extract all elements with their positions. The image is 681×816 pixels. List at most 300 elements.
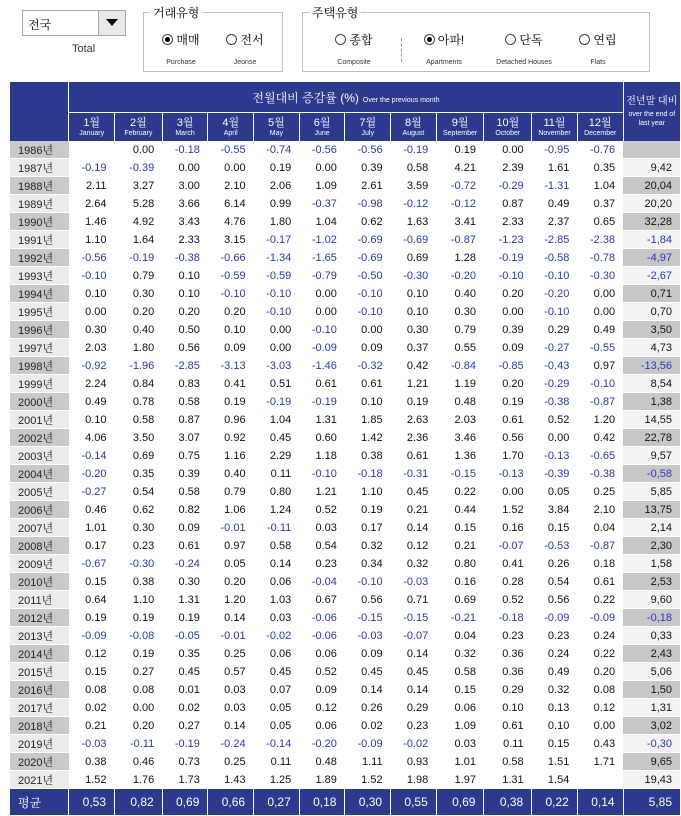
- value-cell: -0.13: [484, 465, 532, 483]
- value-cell: -0.18: [484, 609, 532, 627]
- value-cell: 0.87: [484, 195, 532, 213]
- value-cell: 0.23: [299, 555, 345, 573]
- value-cell: 0.46: [69, 501, 115, 519]
- value-cell: 1.04: [577, 177, 623, 195]
- value-cell: -0.06: [299, 609, 345, 627]
- option-sub-label: Purchase: [166, 59, 196, 66]
- value-cell: 1.80: [115, 339, 163, 357]
- table-row: [10, 303, 680, 321]
- value-cell: -1.23: [484, 231, 532, 249]
- value-cell: 4.06: [69, 429, 115, 447]
- value-cell: -0.87: [436, 231, 484, 249]
- value-cell: 0.00: [115, 141, 163, 159]
- value-cell: -0.87: [577, 393, 623, 411]
- value-cell: 0.64: [69, 591, 115, 609]
- value-cell: 0.61: [484, 717, 532, 735]
- value-cell: 1.76: [115, 771, 163, 789]
- value-cell: 0.00: [577, 303, 623, 321]
- average-label: 평균: [10, 789, 69, 816]
- value-cell: -0.06: [299, 627, 345, 645]
- vs-last-year-cell: 5,06: [623, 663, 680, 681]
- value-cell: 0.54: [532, 573, 578, 591]
- vs-last-year-cell: 13,75: [623, 501, 680, 519]
- average-row: [10, 789, 680, 816]
- value-cell: 0.25: [208, 645, 254, 663]
- value-cell: 0.49: [532, 195, 578, 213]
- value-cell: 0.19: [254, 159, 300, 177]
- option-label: 매매: [176, 32, 200, 47]
- value-cell: 0.24: [577, 627, 623, 645]
- value-cell: 0.51: [254, 375, 300, 393]
- value-cell: 0.36: [484, 645, 532, 663]
- average-cell: 0,22: [532, 789, 578, 816]
- value-cell: -3.03: [254, 357, 300, 375]
- value-cell: 0.00: [69, 303, 115, 321]
- table-row: [10, 501, 680, 519]
- region-total-label: Total: [72, 43, 96, 55]
- value-cell: -0.65: [577, 447, 623, 465]
- year-cell: 2021년: [10, 771, 69, 789]
- table-row: [10, 141, 680, 159]
- vs-last-year-cell: 9,60: [623, 591, 680, 609]
- value-cell: 0.52: [532, 411, 578, 429]
- value-cell: 0.58: [162, 483, 208, 501]
- year-cell: 2017년: [10, 699, 69, 717]
- option-sub-label: Detached Houses: [496, 59, 552, 66]
- year-cell: 1991년: [10, 231, 69, 249]
- value-cell: 0.09: [162, 519, 208, 537]
- value-cell: 2.06: [254, 177, 300, 195]
- value-cell: 0.23: [391, 717, 437, 735]
- value-cell: -0.10: [254, 303, 300, 321]
- value-cell: 0.20: [208, 573, 254, 591]
- value-cell: 0.45: [162, 663, 208, 681]
- value-cell: 0.09: [208, 339, 254, 357]
- value-cell: 0.10: [484, 699, 532, 717]
- value-cell: 1.10: [345, 483, 391, 501]
- value-cell: -0.01: [208, 627, 254, 645]
- value-cell: 0.14: [208, 609, 254, 627]
- value-cell: 0.10: [208, 321, 254, 339]
- table-row: [10, 339, 680, 357]
- vs-last-year-cell: 9,42: [623, 159, 680, 177]
- value-cell: 0.00: [299, 285, 345, 303]
- month-header: [208, 113, 254, 142]
- value-cell: 0.19: [208, 393, 254, 411]
- value-cell: 0.09: [345, 339, 391, 357]
- vs-last-year-cell: 9,65: [623, 753, 680, 771]
- value-cell: 2.39: [484, 159, 532, 177]
- value-cell: -0.67: [69, 555, 115, 573]
- value-cell: 0.32: [532, 681, 578, 699]
- average-cell: 0,14: [577, 789, 623, 816]
- value-cell: 0.56: [345, 591, 391, 609]
- value-cell: -0.78: [577, 249, 623, 267]
- value-cell: 1.52: [484, 501, 532, 519]
- value-cell: 2.24: [69, 375, 115, 393]
- value-cell: -0.20: [532, 285, 578, 303]
- value-cell: -1.96: [115, 357, 163, 375]
- value-cell: 0.15: [532, 519, 578, 537]
- value-cell: 0.20: [162, 303, 208, 321]
- table-row: [10, 663, 680, 681]
- vs-last-year-cell: 8,54: [623, 375, 680, 393]
- value-cell: 0.06: [436, 699, 484, 717]
- value-cell: -0.02: [254, 627, 300, 645]
- value-cell: -0.66: [208, 249, 254, 267]
- vs-last-year-cell: 2,43: [623, 645, 680, 663]
- value-cell: 0.49: [69, 393, 115, 411]
- value-cell: -0.56: [299, 141, 345, 159]
- value-cell: 0.61: [484, 411, 532, 429]
- value-cell: 2.33: [162, 231, 208, 249]
- table-row: [10, 375, 680, 393]
- value-cell: -0.03: [391, 573, 437, 591]
- value-cell: -0.72: [436, 177, 484, 195]
- value-cell: 0.17: [69, 537, 115, 555]
- value-cell: 0.03: [208, 681, 254, 699]
- value-cell: 0.00: [254, 321, 300, 339]
- value-cell: 0.52: [299, 501, 345, 519]
- value-cell: 0.23: [532, 627, 578, 645]
- value-cell: 1.03: [254, 591, 300, 609]
- value-cell: -0.27: [69, 483, 115, 501]
- value-cell: 1.16: [208, 447, 254, 465]
- table-row: [10, 699, 680, 717]
- value-cell: 0.09: [484, 339, 532, 357]
- value-cell: 2.33: [484, 213, 532, 231]
- value-cell: 0.32: [391, 555, 437, 573]
- value-cell: 0.17: [345, 519, 391, 537]
- vs-last-year-cell: 2,30: [623, 537, 680, 555]
- value-cell: 0.83: [162, 375, 208, 393]
- value-cell: 0.79: [436, 321, 484, 339]
- month-ko: 7월: [359, 116, 377, 129]
- table-row: [10, 321, 680, 339]
- value-cell: 0.19: [115, 609, 163, 627]
- value-cell: 0.29: [532, 321, 578, 339]
- value-cell: 0.45: [254, 663, 300, 681]
- value-cell: 0.79: [115, 267, 163, 285]
- value-cell: 0.00: [299, 303, 345, 321]
- value-cell: 0.15: [69, 573, 115, 591]
- value-cell: -1.46: [299, 357, 345, 375]
- value-cell: -0.18: [345, 465, 391, 483]
- value-cell: 0.25: [208, 753, 254, 771]
- value-cell: 1.04: [254, 411, 300, 429]
- value-cell: 3.84: [532, 501, 578, 519]
- table-row: [10, 645, 680, 663]
- year-cell: 1992년: [10, 249, 69, 267]
- value-cell: -0.24: [208, 735, 254, 753]
- value-cell: 0.13: [532, 699, 578, 717]
- table-row: [10, 681, 680, 699]
- value-cell: 1.80: [254, 213, 300, 231]
- value-cell: -0.18: [162, 141, 208, 159]
- value-cell: -0.13: [532, 447, 578, 465]
- value-cell: 0.00: [577, 285, 623, 303]
- value-cell: 1.71: [577, 753, 623, 771]
- value-cell: 0.87: [162, 411, 208, 429]
- option-sub-label: Jeonse: [233, 59, 257, 66]
- value-cell: -0.74: [254, 141, 300, 159]
- value-cell: 0.10: [69, 285, 115, 303]
- value-cell: 0.75: [162, 447, 208, 465]
- value-cell: -0.07: [391, 627, 437, 645]
- value-cell: 1.09: [299, 177, 345, 195]
- table-row: [10, 177, 680, 195]
- value-cell: 1.31: [299, 411, 345, 429]
- value-cell: 2.61: [345, 177, 391, 195]
- vs-last-year-cell: 2,53: [623, 573, 680, 591]
- value-cell: 1.09: [436, 717, 484, 735]
- value-cell: 0.19: [391, 393, 437, 411]
- value-cell: 0.10: [162, 267, 208, 285]
- table-row: [10, 393, 680, 411]
- value-cell: 0.55: [436, 339, 484, 357]
- value-cell: 0.03: [208, 699, 254, 717]
- value-cell: 1.10: [115, 591, 163, 609]
- month-en: August: [402, 129, 425, 137]
- option-sub-label: Composite: [337, 59, 371, 66]
- value-cell: 0.96: [208, 411, 254, 429]
- region-dropdown[interactable]: [22, 10, 126, 36]
- radio-flats[interactable]: [563, 31, 633, 66]
- vs-last-year-cell: 19,43: [623, 771, 680, 789]
- value-cell: 0.39: [484, 321, 532, 339]
- value-cell: 0.08: [69, 681, 115, 699]
- value-cell: -0.50: [345, 267, 391, 285]
- month-ko: 8월: [405, 116, 422, 129]
- year-cell: 2007년: [10, 519, 69, 537]
- radio-composite[interactable]: [319, 31, 389, 66]
- value-cell: 0.16: [436, 573, 484, 591]
- value-cell: 0.27: [162, 717, 208, 735]
- value-cell: 0.05: [208, 555, 254, 573]
- value-cell: 1.28: [436, 249, 484, 267]
- value-cell: 0.58: [391, 159, 437, 177]
- option-sub-label: Flats: [590, 59, 606, 66]
- value-cell: 0.30: [115, 519, 163, 537]
- value-cell: 0.15: [532, 735, 578, 753]
- value-cell: 1.52: [345, 771, 391, 789]
- radio-apartments[interactable]: [409, 31, 479, 66]
- value-cell: -0.95: [532, 141, 578, 159]
- value-cell: 1.20: [577, 411, 623, 429]
- table-row: [10, 231, 680, 249]
- value-cell: 0.30: [69, 321, 115, 339]
- average-cell: 0,66: [208, 789, 254, 816]
- value-cell: 0.35: [162, 645, 208, 663]
- value-cell: 0.20: [577, 663, 623, 681]
- value-cell: -0.17: [254, 231, 300, 249]
- value-cell: 0.23: [115, 537, 163, 555]
- value-cell: 5.28: [115, 195, 163, 213]
- value-cell: 0.00: [254, 339, 300, 357]
- table-row: [10, 195, 680, 213]
- value-cell: -0.79: [299, 267, 345, 285]
- value-cell: -0.84: [436, 357, 484, 375]
- value-cell: 1.64: [115, 231, 163, 249]
- value-cell: 2.36: [391, 429, 437, 447]
- value-cell: 2.03: [69, 339, 115, 357]
- value-cell: 0.35: [577, 159, 623, 177]
- month-ko: 5월: [268, 116, 285, 129]
- value-cell: 0.44: [436, 501, 484, 519]
- value-cell: 0.10: [532, 717, 578, 735]
- value-cell: 1.20: [208, 591, 254, 609]
- option-label: 단독: [519, 32, 543, 47]
- table-row: [10, 537, 680, 555]
- value-cell: 0.19: [162, 609, 208, 627]
- option-sub-label: Apartments: [426, 59, 462, 66]
- value-cell: 2.64: [69, 195, 115, 213]
- value-cell: 0.05: [254, 717, 300, 735]
- vs-last-year-sub: over the end of last year: [628, 110, 676, 127]
- month-header: [391, 113, 437, 142]
- vs-last-year-cell: 2,14: [623, 519, 680, 537]
- value-cell: 0.52: [484, 591, 532, 609]
- value-cell: -0.14: [254, 735, 300, 753]
- value-cell: 0.61: [577, 573, 623, 591]
- value-cell: -0.87: [577, 537, 623, 555]
- radio-unselected-icon: [579, 34, 590, 45]
- value-cell: -0.15: [345, 609, 391, 627]
- value-cell: -0.09: [299, 339, 345, 357]
- value-cell: 0.39: [345, 159, 391, 177]
- radio-detached-houses[interactable]: [489, 31, 559, 66]
- value-cell: 0.21: [391, 501, 437, 519]
- value-cell: -0.24: [162, 555, 208, 573]
- value-cell: -0.12: [391, 195, 437, 213]
- value-cell: 0.56: [484, 429, 532, 447]
- vs-last-year-cell: 3,50: [623, 321, 680, 339]
- vs-last-year-title: 전년말 대비: [626, 95, 678, 107]
- value-cell: 0.06: [254, 573, 300, 591]
- value-cell: -0.39: [532, 465, 578, 483]
- value-cell: 0.58: [484, 753, 532, 771]
- option-label: 아파!: [437, 32, 465, 47]
- month-header: [345, 113, 391, 142]
- value-cell: 0.38: [345, 447, 391, 465]
- value-cell: 0.16: [484, 519, 532, 537]
- month-en: November: [538, 129, 571, 137]
- month-ko: 10월: [496, 116, 520, 129]
- value-cell: -0.10: [532, 267, 578, 285]
- value-cell: 0.11: [254, 753, 300, 771]
- value-cell: 0.15: [436, 519, 484, 537]
- value-cell: 0.58: [115, 411, 163, 429]
- value-cell: 0.58: [254, 537, 300, 555]
- value-cell: 0.67: [299, 591, 345, 609]
- value-cell: -0.39: [115, 159, 163, 177]
- value-cell: -0.32: [345, 357, 391, 375]
- housing-type-group: [302, 4, 650, 72]
- year-cell: 2013년: [10, 627, 69, 645]
- average-cell: 0,82: [115, 789, 163, 816]
- value-cell: -0.11: [115, 735, 163, 753]
- value-cell: 0.15: [436, 681, 484, 699]
- value-cell: -0.59: [208, 267, 254, 285]
- value-cell: 2.29: [254, 447, 300, 465]
- value-cell: 3.59: [391, 177, 437, 195]
- value-cell: 0.20: [484, 285, 532, 303]
- value-cell: 0.26: [345, 699, 391, 717]
- value-cell: 0.10: [391, 303, 437, 321]
- value-cell: 0.61: [299, 375, 345, 393]
- value-cell: 0.00: [484, 303, 532, 321]
- value-cell: 0.21: [436, 537, 484, 555]
- value-cell: 0.25: [577, 483, 623, 501]
- value-cell: -0.01: [208, 519, 254, 537]
- vs-last-year-cell: 1,58: [623, 555, 680, 573]
- value-cell: 1.24: [254, 501, 300, 519]
- value-cell: 1.52: [69, 771, 115, 789]
- value-cell: 0.12: [69, 645, 115, 663]
- year-cell: 1996년: [10, 321, 69, 339]
- value-cell: 0.19: [484, 393, 532, 411]
- value-cell: 0.40: [436, 285, 484, 303]
- vs-last-year-cell: 9,57: [623, 447, 680, 465]
- value-cell: 0.20: [115, 303, 163, 321]
- radio-purchase[interactable]: [146, 31, 216, 66]
- value-cell: 1.89: [299, 771, 345, 789]
- month-ko: 9월: [451, 116, 469, 129]
- value-cell: 0.11: [484, 735, 532, 753]
- value-cell: 4.21: [436, 159, 484, 177]
- value-cell: 0.42: [577, 429, 623, 447]
- value-cell: 0.00: [484, 483, 532, 501]
- table-row: [10, 753, 680, 771]
- value-cell: -0.19: [484, 249, 532, 267]
- value-cell: -0.20: [69, 465, 115, 483]
- value-cell: 0.10: [391, 285, 437, 303]
- value-cell: 1.43: [208, 771, 254, 789]
- value-cell: -0.19: [254, 393, 300, 411]
- month-header: [254, 113, 300, 142]
- value-cell: 3.27: [115, 177, 163, 195]
- value-cell: 0.92: [208, 429, 254, 447]
- table-row: [10, 429, 680, 447]
- value-cell: 0.26: [532, 555, 578, 573]
- value-cell: 0.12: [299, 699, 345, 717]
- value-cell: 0.45: [391, 483, 437, 501]
- value-cell: 0.08: [577, 681, 623, 699]
- radio-jeonse[interactable]: [210, 31, 280, 66]
- value-cell: 0.73: [162, 753, 208, 771]
- housing-type-title: 주택유형: [312, 6, 359, 20]
- value-cell: 0.10: [69, 411, 115, 429]
- value-cell: -0.03: [69, 735, 115, 753]
- value-cell: 0.46: [115, 753, 163, 771]
- dropdown-button[interactable]: [98, 11, 125, 35]
- value-cell: 0.48: [299, 753, 345, 771]
- value-cell: 0.30: [115, 285, 163, 303]
- year-cell: 1998년: [10, 357, 69, 375]
- value-cell: 0.58: [162, 393, 208, 411]
- value-cell: -0.10: [69, 267, 115, 285]
- vs-last-year-cell: 1,50: [623, 681, 680, 699]
- year-cell: 2015년: [10, 663, 69, 681]
- month-ko: 6월: [313, 116, 331, 129]
- value-cell: -0.29: [484, 177, 532, 195]
- average-cell: 0,27: [254, 789, 300, 816]
- vs-last-year-cell: 1,38: [623, 393, 680, 411]
- price-change-table: [10, 82, 680, 816]
- value-cell: -0.55: [577, 339, 623, 357]
- table-title: [69, 82, 623, 113]
- value-cell: -0.07: [484, 537, 532, 555]
